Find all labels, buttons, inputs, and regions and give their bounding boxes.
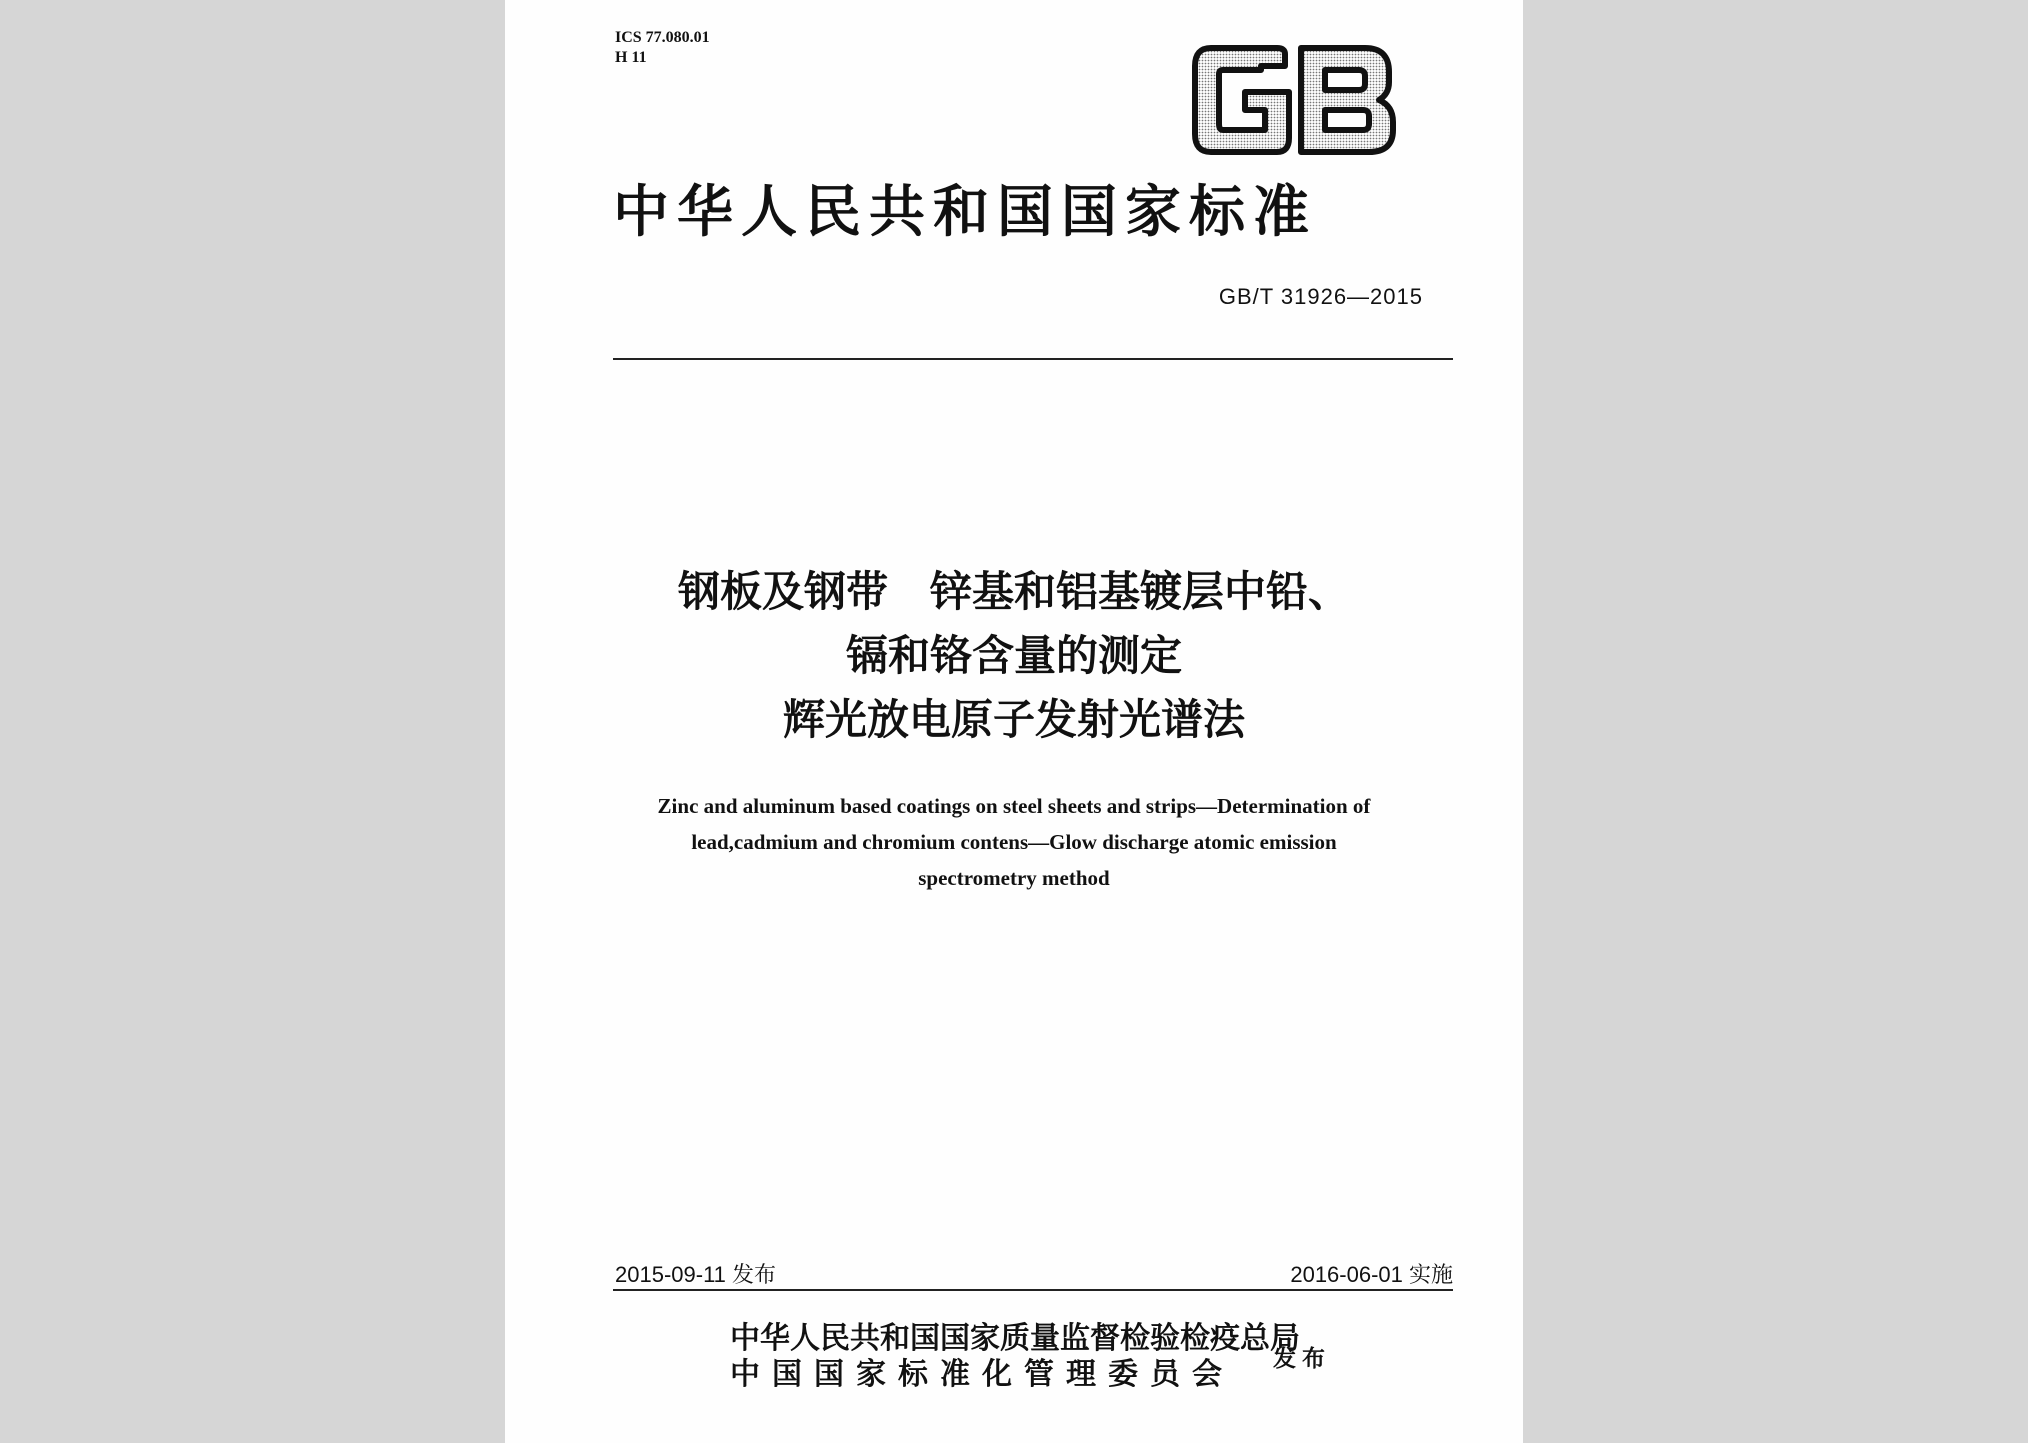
footer-divider [613,1289,1453,1291]
document-page [505,0,1523,1443]
ccs-code: H 11 [615,49,647,66]
issuer-name: 中华人民共和国国家质量监督检验检疫总局 [730,1321,1300,1356]
header-divider [613,358,1453,360]
publish-date: 2015-09-11 发布 [615,1262,777,1287]
standard-code: GB/T 31926—2015 [1218,284,1423,309]
standard-type-heading: 中华人民共和国国家标准 [613,179,1317,245]
english-title-line: spectrometry method [918,866,1110,890]
chinese-title-line: 辉光放电原子发射光谱法 [782,695,1245,744]
english-title-line: Zinc and aluminum based coatings on steel sheets and strips—Determination of [657,794,1371,818]
english-title-line: lead,cadmium and chromium contens—Glow discharge atomic emission [691,830,1337,854]
issuing-authorities [730,1321,1300,1393]
chinese-title-line: 钢板及钢带 锌基和铝基镀层中铅、 [677,567,1350,616]
chinese-title [505,560,1523,752]
english-title [505,788,1523,896]
implement-date: 2016-06-01 实施 [1290,1262,1453,1287]
gb-logo [1189,44,1399,156]
chinese-title-line: 镉和铬含量的测定 [845,631,1182,680]
ics-code: ICS 77.080.01 [615,29,710,46]
classification-codes [615,28,710,68]
issuer-name: 中国国家标准化管理委员会 [730,1357,1234,1392]
issue-label: 发布 [1273,1345,1331,1372]
